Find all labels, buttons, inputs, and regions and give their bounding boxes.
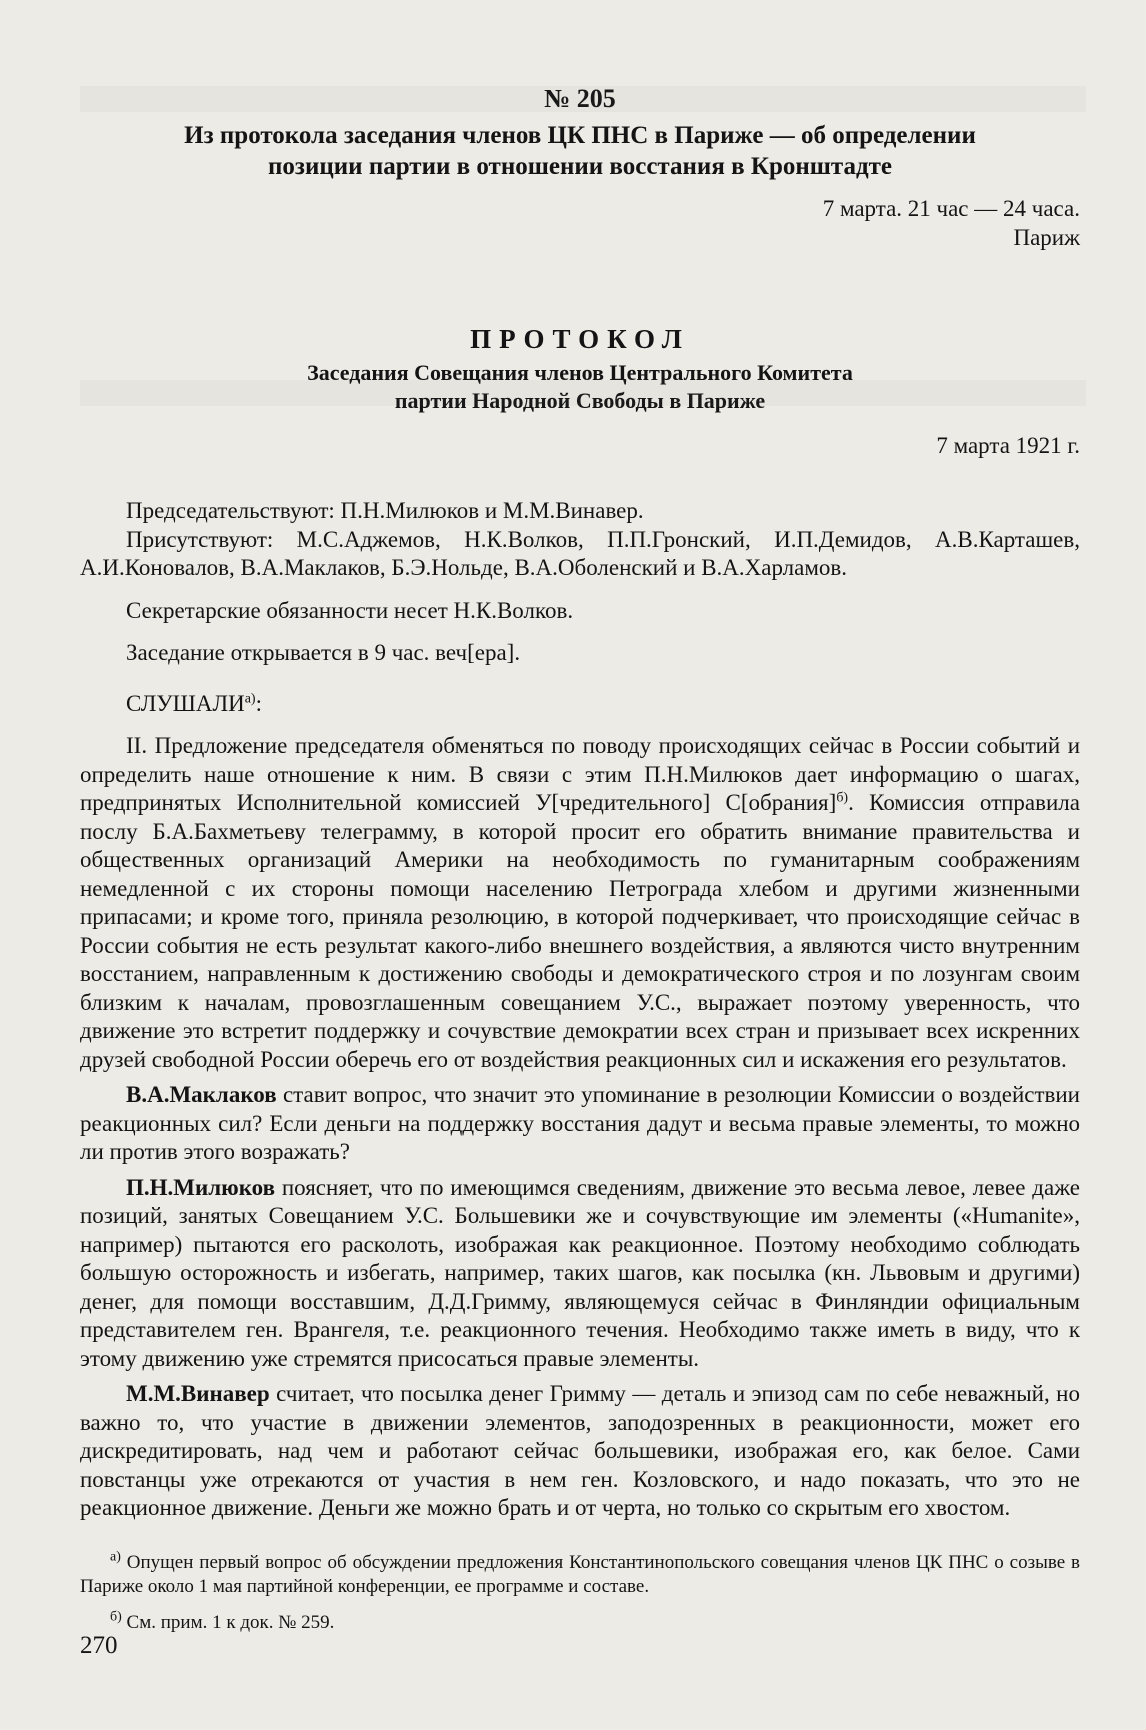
secretary-paragraph: Секретарские обязанности несет Н.К.Волков.: [126, 597, 574, 623]
meeting-place: Париж: [1013, 225, 1080, 250]
footnote-mark: а): [110, 1549, 121, 1565]
protocol-body: [80, 497, 1080, 1523]
document-title-line: Из протокола заседания членов ЦК ПНС в Париже — об определении: [184, 122, 976, 149]
opening-paragraph: Заседание открывается в 9 час. веч[ера].: [126, 640, 521, 665]
speech-paragraph: [80, 1174, 1080, 1374]
show-through-shadow: [80, 86, 1086, 112]
meeting-datetime: 7 марта. 21 час — 24 часа.: [822, 196, 1080, 221]
footnote-mark: б): [110, 1609, 122, 1625]
present-paragraph: Присутствуют: М.С.Аджемов, Н.К.Волков, П.П.Гронский, И.П.Демидов, А.В.Карташев, А.И.Коновалов, В.А.Маклаков, Б.Э.Нольде, В.А.Оболенский и В.А.Харламов.: [80, 526, 1080, 580]
protocol-subtitle-line: Заседания Совещания членов Центрального Комитета: [307, 360, 853, 385]
speech-text: поясняет, что по имеющимся сведениям, движение это весьма левое, левее даже позиций, занятых Совещанием У.С. Большевики же и сочувствующие им элементы («Humanite», например) пытаются его расколоть, изображая как реакционное. Поэтому необходимо соблюдать большую осторожность и избегать, например, таких шагов, как посылка (кн. Львовым и другими) денег, для помощи восставшим, Д.Д.Гримму, являющемуся сейчас в Финляндии официальным представителем ген. Врангеля, т.е. реакционного течения. Необходимо также иметь в виду, что к этому движению уже стремятся присосаться правые элементы.: [80, 1174, 1080, 1371]
document-title-line: позиции партии в отношении восстания в Кронштадте: [268, 153, 892, 180]
footnote-text: Опущен первый вопрос об обсуждении предложения Константинопольского совещания членов ЦК ПНС о созыве в Париже около 1 мая партийной конференции, ее программе и составе.: [80, 1551, 1080, 1597]
chairs-paragraph: Председательствуют: П.Н.Милюков и М.М.Винавер.: [126, 498, 644, 523]
footnote: [80, 1551, 1080, 1599]
speech-paragraph: [80, 1081, 1080, 1167]
speech-paragraph: [80, 1380, 1080, 1523]
protocol-date: 7 марта 1921 г.: [936, 433, 1080, 458]
document-number: № 205: [544, 84, 616, 113]
heard-heading: $СЛУШАЛИ^{а)}$:: [126, 690, 262, 716]
speaker-name: В.А.Маклаков: [126, 1082, 277, 1107]
speaker-name: П.Н.Милюков: [126, 1174, 276, 1200]
page-number: 270: [80, 1632, 118, 1659]
date-place-block: [80, 194, 1080, 252]
speaker-name: М.М.Винавер: [126, 1381, 270, 1406]
speech-text: считает, что посылка денег Гримму — деталь и эпизод сам по себе неважный, но важно то, что участие в движении элементов, заподозренных в реакционности, может его дискредитировать, над чем и работают сейчас большевики, изображая его, как белое. Сами повстанцы уже отрекаются от участия в нем ген. Козловского, и надо показать, что это не реакционное движение. Деньги же можно брать и от черта, но только со скрытым его хвостом.: [80, 1381, 1080, 1520]
item-2-text: II. Предложение председателя обменяться по поводу происходящих сейчас в России событий и определить наше отношение к ним. В связи с этим П.Н.Милюков дает информацию о шагах, предпринятых Исполнительной комиссией У[чредительного] С[обрания]: [80, 733, 1080, 815]
show-through-shadow: [80, 380, 1086, 406]
heard-label: СЛУШАЛИ: [126, 690, 245, 716]
item-2-text-cont: . Комиссия отправила послу Б.А.Бахметьеву телеграмму, в которой просит его обратить внимание правительства и общественных организаций Америки на необходимость по гуманитарным соображениям немедленной с их стороны помощи населению Петрограда хлебом и другими жизненными припасами; и кроме того, приняла резолюцию, в которой подчеркивает, что происходящие сейчас в России события не есть результат какого-либо внешнего воздействия, а являются чисто внутренним восстанием, направленным к достижению свободы и демократического строя и по лозунгам своим близким к началам, провозглашенным совещанием У.С., выражает поэтому уверенность, что движение это встретит поддержку и сочувствие демократии всех стран и призывает всех искренних друзей свободной России оберечь его от воздействия реакционных сил и искажения его результатов.: [80, 790, 1080, 1072]
footnote-ref-a: а): [244, 690, 256, 706]
footnote: [80, 1611, 1080, 1635]
footnote-text: См. прим. 1 к док. № 259.: [121, 1611, 335, 1633]
speech-text: ставит вопрос, что значит это упоминание в резолюции Комиссии о воздействии реакционных сил? Если деньги на поддержку восстания дадут и весьма правые элементы, то можно ли против этого возражать?: [80, 1082, 1080, 1164]
item-2-paragraph: [80, 732, 1080, 1074]
document-title: [80, 120, 1080, 182]
footnotes: [80, 1551, 1080, 1635]
protocol-heading: ПРОТОКОЛ: [470, 324, 690, 354]
footnote-ref-b: б): [836, 790, 849, 806]
protocol-subtitle-line: партии Народной Свободы в Париже: [394, 388, 766, 413]
